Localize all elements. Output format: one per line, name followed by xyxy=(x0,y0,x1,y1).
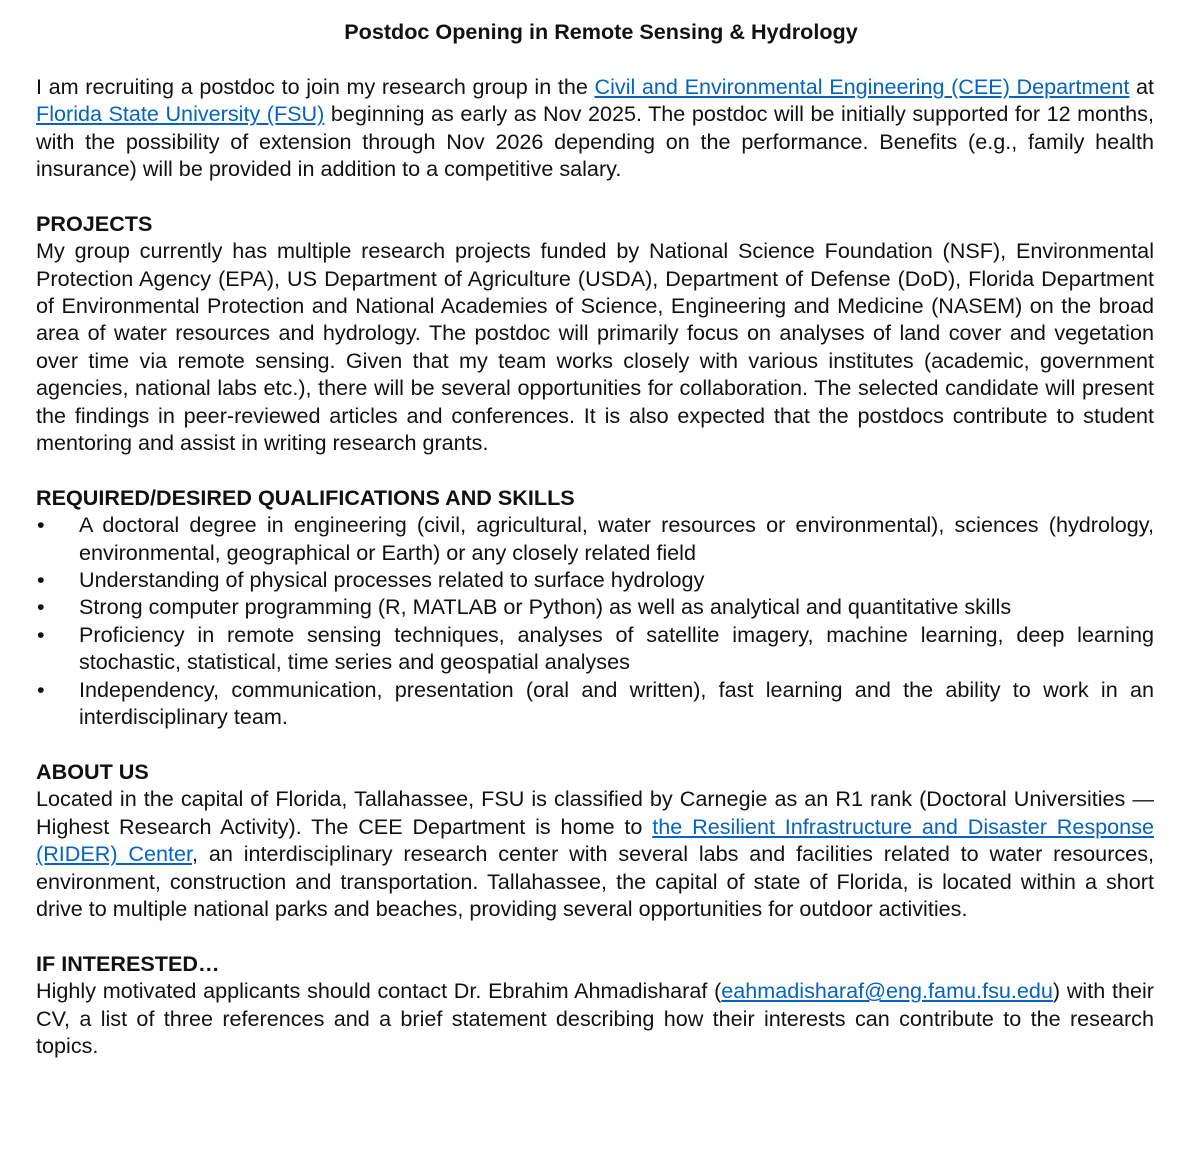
about-text-2: , an interdisciplinary research center with several labs and facilities related to water resources, environment, construction and transportation. Tallahassee, the capital of state of Florida, is located within a short drive to multiple national parks and beaches, providing several opportunities for outdoor activities. xyxy=(36,841,1154,921)
list-item xyxy=(36,676,1154,731)
list-item-text: Independency, communication, presentation (oral and written), fast learning and the ability to work in an interdisciplinary team. xyxy=(79,676,1154,730)
qualifications-heading: REQUIRED/DESIRED QUALIFICATIONS AND SKILLS xyxy=(36,484,575,510)
list-item-text: A doctoral degree in engineering (civil, agricultural, water resources or environmental), sciences (hydrology, environmental, geographical or Earth) or any closely related field xyxy=(79,512,1154,565)
qualifications-list xyxy=(36,511,1154,730)
projects-section xyxy=(36,210,1154,457)
list-item xyxy=(36,511,1154,566)
bullet-icon: • xyxy=(37,676,45,702)
intro-paragraph xyxy=(36,73,1154,183)
about-paragraph xyxy=(36,785,1154,922)
interested-section xyxy=(36,950,1154,1060)
intro-text-2: at xyxy=(1129,73,1154,99)
fsu-link[interactable]: Florida State University (FSU) xyxy=(36,101,325,127)
interested-paragraph xyxy=(36,977,1154,1059)
about-heading: ABOUT US xyxy=(36,758,149,784)
interested-text-1: Highly motivated applicants should contact Dr. Ebrahim Ahmadisharaf ( xyxy=(36,978,722,1004)
list-item xyxy=(36,593,1154,620)
intro-text-1: I am recruiting a postdoc to join my research group in the xyxy=(36,73,595,99)
bullet-icon: • xyxy=(37,621,45,647)
qualifications-section xyxy=(36,484,1154,731)
cee-department-link[interactable]: Civil and Environmental Engineering (CEE) Department xyxy=(594,73,1130,99)
page-title: Postdoc Opening in Remote Sensing & Hydrology xyxy=(344,19,858,44)
intro-text-3: beginning as early as Nov 2025. The postdoc will be initially supported for 12 months, with the possibility of extension through Nov 2026 depending on the performance. Benefits (e.g., family health insurance) will be provided in addition to a competitive salary. xyxy=(36,101,1154,182)
projects-paragraph: My group currently has multiple research projects funded by National Science Foundation (NSF), Environmental Protection Agency (EPA), US Department of Agriculture (USDA), Department of Defense (DoD), Florida Department of Environmental Protection and National Academies of Science, Engineering and Medicine (NASEM) on the broad area of water resources and hydrology. The postdoc will primarily focus on analyses of land cover and vegetation over time via remote sensing. Given that my team works closely with various institutes (academic, government agencies, national labs etc.), there will be several opportunities for collaboration. The selected candidate will present the findings in peer-reviewed articles and conferences. It is also expected that the postdocs contribute to student mentoring and assist in writing research grants. xyxy=(36,238,1154,456)
list-item-text: Proficiency in remote sensing techniques, analyses of satellite imagery, machine learning, deep learning stochastic, statistical, time series and geospatial analyses xyxy=(79,621,1154,675)
interested-heading: IF INTERESTED… xyxy=(36,950,220,976)
about-text-1: Located in the capital of Florida, Tallahassee, FSU is classified by Carnegie as an R1 rank (Doctoral Universities — Highest Research Activity). The CEE Department is home to xyxy=(36,786,1154,839)
bullet-icon: • xyxy=(37,567,45,593)
rider-center-link[interactable]: the Resilient Infrastructure and Disaster Response (RIDER) Center xyxy=(36,813,1155,867)
about-section xyxy=(36,758,1154,922)
bullet-icon: • xyxy=(37,594,45,620)
contact-email-link[interactable]: eahmadisharaf@eng.famu.fsu.edu xyxy=(721,978,1053,1004)
interested-text-2: ) with their CV, a list of three references and a brief statement describing how their interests can contribute to the research topics. xyxy=(36,978,1154,1058)
list-item xyxy=(36,621,1154,676)
list-item-text: Understanding of physical processes related to surface hydrology xyxy=(79,567,705,593)
list-item xyxy=(36,566,1154,593)
projects-heading: PROJECTS xyxy=(36,210,153,236)
list-item-text: Strong computer programming (R, MATLAB or Python) as well as analytical and quantitative skills xyxy=(79,594,1012,620)
bullet-icon: • xyxy=(37,512,45,538)
